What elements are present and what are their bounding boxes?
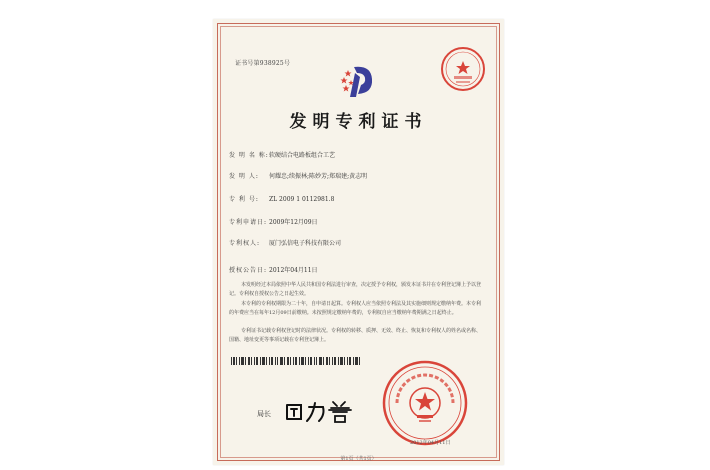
field-grant-date — [229, 265, 318, 274]
director-signature-icon — [283, 397, 363, 425]
paragraph-status: 专利证书记载专利权登记时的法律状况。专利权的转移、质押、无效、终止、恢复和专利权人的姓名或名称、国籍、地址变更等事项记载在专利登记簿上。 — [229, 328, 482, 343]
paragraph-grant: 本发明经过本局依照中华人民共和国专利法进行审查，决定授予专利权，颁发本证书并在专利登记簿上予以登记。专利权自授权公告之日起生效。 — [229, 282, 482, 297]
paragraph-term: 本专利的专利权期限为二十年，自申请日起算。专利权人应当依照专利法及其实施细则规定缴纳年费。本专利的年费应当在每年12月09日前缴纳。未按照规定缴纳年费的，专利权自应当缴纳年费期满之日起终止。 — [229, 301, 482, 316]
issue-date: 2012年04月11日 — [410, 440, 451, 446]
field-label: 专利权人: — [229, 240, 261, 247]
field-patent-number — [229, 194, 334, 203]
field-label: 专 利 号: — [229, 196, 259, 203]
field-label: 专利申请日: — [229, 219, 268, 226]
field-value: ZL 2009 1 0112981.8 — [269, 196, 335, 203]
certificate-title: 发明专利证书 — [289, 112, 428, 132]
patent-office-logo-icon — [339, 63, 377, 99]
field-label: 发 明 人: — [229, 173, 259, 180]
field-value: 2012年04月11日 — [269, 267, 318, 274]
patent-certificate — [213, 19, 504, 465]
national-seal-stamp-icon — [381, 359, 469, 447]
field-application-date — [229, 217, 318, 226]
director-label: 局长 — [257, 410, 271, 418]
page-number: 第1页（共1页） — [340, 456, 377, 462]
field-invention-name — [229, 150, 335, 159]
field-inventors — [229, 171, 367, 180]
barcode-icon — [231, 357, 361, 365]
field-value: 软硬结合电路板组合工艺 — [269, 152, 336, 159]
field-label: 发 明 名 称: — [229, 152, 269, 159]
field-label: 授权公告日: — [229, 267, 268, 274]
field-patentee — [229, 238, 341, 247]
top-seal-stamp-icon — [439, 45, 487, 93]
field-value: 何耀忠;续振林;陈妙芳;郑瑞建;黄志明 — [269, 173, 368, 180]
certificate-number: 证书号第938925号 — [235, 60, 291, 67]
field-value: 2009年12月09日 — [269, 219, 318, 226]
field-value: 厦门弘信电子科技有限公司 — [269, 240, 342, 247]
